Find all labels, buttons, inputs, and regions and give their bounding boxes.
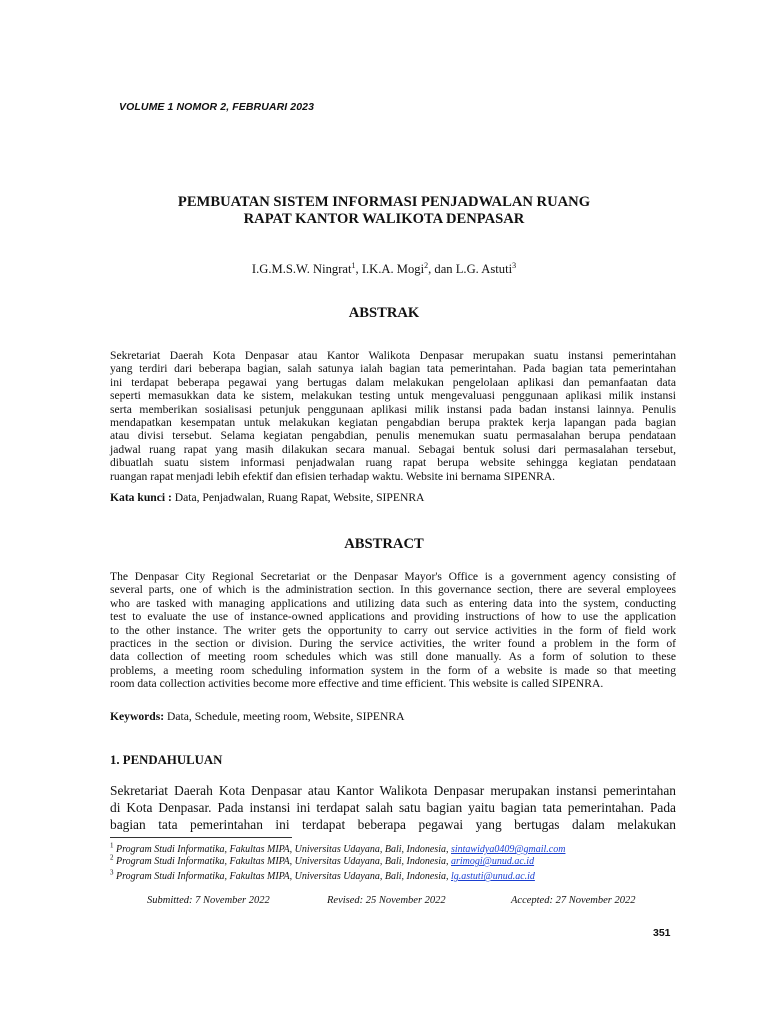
keywords-values: Data, Schedule, meeting room, Website, SIPENRA: [164, 710, 405, 723]
footnote-email-link[interactable]: lg.astuti@unud.ac.id: [450, 871, 535, 882]
author-name: I.K.A. Mogi: [361, 262, 425, 276]
author-affiliation-mark: 2: [424, 260, 429, 270]
footnote-mark: 1: [110, 841, 114, 850]
abstrak-line: Sekretariat Daerah Kota Denpasar atau Kantor Walikota Denpasar merupakan suatu instansi pemerintahan: [110, 349, 676, 362]
footnote-text: Program Studi Informatika, Fakultas MIPA, Universitas Udayana, Bali, Indonesia,: [113, 871, 451, 882]
section-heading-pendahuluan: 1. PENDAHULUAN: [110, 753, 223, 767]
page-number: 351: [653, 927, 671, 939]
abstract-line: test to evaluate the use of instance-owned applications and providing instructions of how to use the application: [110, 610, 676, 624]
abstrak-line: serta memberikan sosialisasi petunjuk penggunaan aplikasi milik instansi pada badan instansi lainnya. Penulis: [110, 402, 676, 416]
footnote-mark: 3: [110, 868, 114, 877]
abstrak-heading: ABSTRAK: [348, 305, 420, 321]
abstrak-body: [110, 349, 676, 483]
abstract-line: several parts, one of which is the administration section. In this governance section, there are several employees: [110, 583, 676, 597]
abstract-line: who are tasked with managing applications and utilizing data such as entering data into the system, conducting: [110, 596, 676, 610]
abstract-line: The Denpasar City Regional Secretariat or the Denpasar Mayor's Office is a government agency consisting of: [110, 570, 676, 583]
abstract-line: to the other instance. The writer gets the opportunity to carry out service activities in the form of field work: [110, 623, 676, 637]
revised-date: Revised: 25 November 2022: [327, 895, 446, 906]
footnote-1: [110, 841, 566, 856]
pendahuluan-body: [110, 782, 676, 833]
author-separator: ,: [355, 262, 362, 276]
abstract-line: room data collection activities become more effective and time efficient. This website is called SIPENRA.: [110, 677, 604, 691]
abstrak-line: yang terdiri dari beberapa bagian, salah satunya ialah bagian tata pemerintahan. Pada bagian tata pemerintahan: [110, 362, 676, 376]
author-name: L.G. Astuti: [455, 262, 513, 276]
keywords-label: Keywords:: [110, 710, 165, 723]
pendahuluan-line: di Kota Denpasar. Pada instansi ini terdapat salah satu bagian yaitu bagian tata pemerintahan. Pada: [110, 800, 676, 815]
footnote-mark: 2: [110, 853, 114, 862]
pendahuluan-line: Sekretariat Daerah Kota Denpasar atau Kantor Walikota Denpasar merupakan instansi pemerintahan: [110, 783, 676, 798]
journal-volume: VOLUME 1 NOMOR 2, FEBRUARI 2023: [119, 101, 315, 113]
author-affiliation-mark: 3: [512, 260, 517, 270]
footnote-email-link[interactable]: arimogi@unud.ac.id: [450, 856, 535, 867]
footnote-3: [110, 868, 535, 883]
footnote-text: Program Studi Informatika, Fakultas MIPA, Universitas Udayana, Bali, Indonesia,: [113, 856, 451, 867]
author-affiliation-mark: 1: [351, 260, 356, 270]
abstrak-line: atau divisi tersebut. Selama kegiatan pengabdian, penulis menemukan suatu permasalahan berupa pendataan: [110, 429, 676, 443]
abstrak-line: seperti memasukkan data ke sistem, melakukan testing untuk mengevaluasi penggunaan aplikasi milik instansi: [110, 389, 676, 403]
footnote-text: Program Studi Informatika, Fakultas MIPA, Universitas Udayana, Bali, Indonesia,: [113, 844, 451, 855]
footnote-2: [110, 853, 535, 868]
abstract-line: practices in the section or division. During the service activities, the writer found a problem in the form of: [110, 637, 676, 651]
abstract-line: data collection of meeting room schedules which was still done manually. As a form of solution to these: [110, 650, 676, 664]
title-line-1: PEMBUATAN SISTEM INFORMASI PENJADWALAN RUANG: [177, 194, 591, 210]
accepted-date: Accepted: 27 November 2022: [511, 895, 636, 906]
pendahuluan-line: bagian tata pemerintahan ini terdapat beberapa pegawai yang bertugas dalam melakukan: [110, 817, 676, 832]
abstract-line: problems, a meeting room scheduling information system in the form of a website is made so that meeting: [110, 663, 676, 677]
keywords: [110, 710, 404, 723]
submitted-date: Submitted: 7 November 2022: [147, 895, 270, 906]
abstrak-line: dibuatlah suatu sistem informasi penjadwalan ruang rapat berupa website sehingga kegiatan pendataan: [110, 456, 676, 470]
abstrak-line: ruangan rapat menjadi lebih efektif dan efisien terhadap waktu. Website ini bernama SIPENRA.: [110, 469, 556, 483]
paper-title: [110, 194, 658, 228]
abstract-heading: ABSTRACT: [344, 536, 424, 552]
title-line-2: RAPAT KANTOR WALIKOTA DENPASAR: [243, 211, 525, 227]
abstrak-line: ini terdapat beberapa pegawai yang bertugas dalam melakukan pengelolaan aplikasi dan pemanfaatan data: [110, 375, 676, 389]
footnote-divider: [110, 837, 292, 838]
abstrak-line: mendapatkan kesempatan untuk melakukan kegiatan pengabdian berupa praktek kerja lapangan pada bagian: [110, 416, 676, 430]
author-separator: , dan: [428, 262, 456, 276]
footnote-email-link[interactable]: sintawidya0409@gmail.com: [450, 844, 566, 855]
kata-kunci: [110, 491, 424, 504]
abstract-body: [110, 570, 676, 691]
author-list: [110, 262, 658, 277]
author-name: I.G.M.S.W. Ningrat: [251, 262, 352, 276]
kata-kunci-values: Data, Penjadwalan, Ruang Rapat, Website, SIPENRA: [171, 491, 425, 504]
kata-kunci-label: Kata kunci :: [110, 491, 172, 504]
abstrak-line: jadwal ruang rapat yang masih dilakukan secara manual. Sebagai bentuk solusi dari permasalahan tersebut,: [110, 442, 676, 456]
